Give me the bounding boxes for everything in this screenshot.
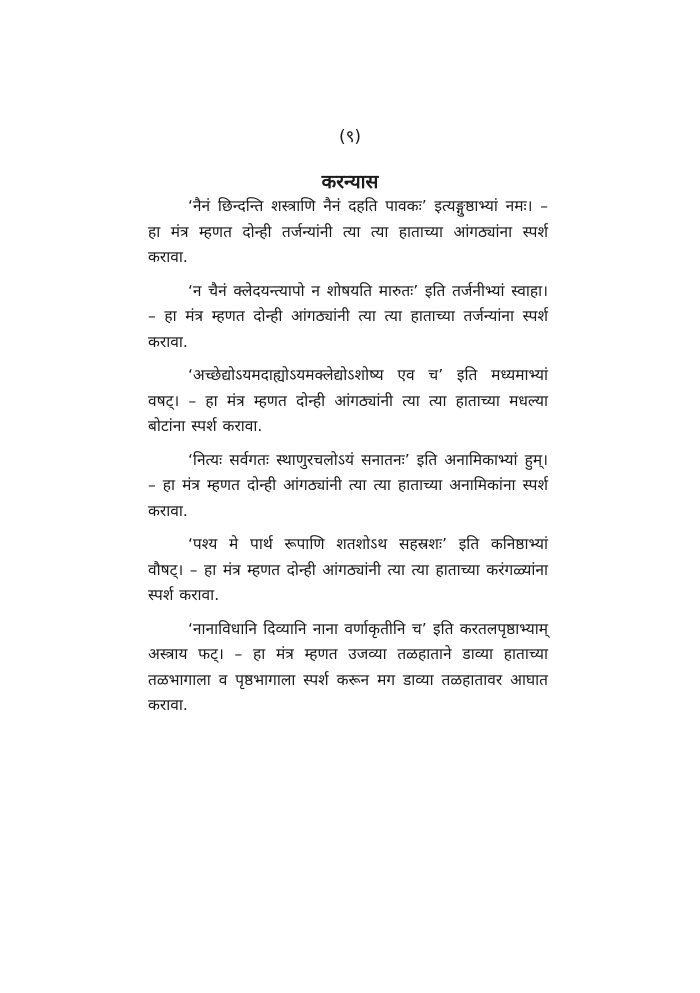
paragraph-kanishtha: ‘पश्य मे पार्थ रूपाणि शतशोऽथ सहस्रशः’ इति कनिष्ठाभ्यां वौषट्। – हा मंत्र म्हणत दोन्ही आंगठ्यांनी त्या त्या हाताच्या करंगळ्यांना स्पर्श करावा.	[148, 535, 548, 604]
paragraph-angushtha: ‘नैनं छिन्दन्ति शस्त्राणि नैनं दहति पावकः’ इत्यङ्गुष्ठाभ्यां नमः। – हा मंत्र म्हणत दोन्ही तर्जन्यांनी त्या त्या हाताच्या आंगठ्यांना स्पर्श करावा.	[148, 197, 548, 266]
section-heading: करन्यास	[321, 171, 379, 193]
paragraph-tarjani: ‘न चैनं क्लेदयन्त्यापो न शोषयति मारुतः’ इति तर्जनीभ्यां स्वाहा। – हा मंत्र म्हणत दोन्ही आंगठ्यांनी त्या त्या हाताच्या तर्जन्यांना स्पर्श करावा.	[148, 281, 548, 351]
paragraph-karatala: ‘नानाविधानि दिव्यानि नाना वर्णाकृतीनि च’ इति करतलपृष्ठाभ्याम् अस्त्राय फट्। – हा मंत्र म्हणत उजव्या तळहाताने डाव्या हाताच्या तळभागाला व पृष्ठभागाला स्पर्श करून मग डाव्या तळहातावर आघात करावा.	[148, 619, 548, 714]
paragraph-madhyama: ‘अच्छेद्योऽयमदाह्योऽयमक्लेद्योऽशोष्य एव च’ इति मध्यमाभ्यां वषट्। – हा मंत्र म्हणत दोन्ही आंगठ्यांनी त्या त्या हाताच्या मधल्या बोटांना स्पर्श करावा.	[148, 366, 548, 435]
body-text	[148, 194, 548, 727]
paragraph-anamika: ‘नित्यः सर्वगतः स्थाणुरचलोऽयं सनातनः’ इति अनामिकाभ्यां हुम्। – हा मंत्र म्हणत दोन्ही आंगठ्यांनी त्या त्या हाताच्या अनामिकांना स्पर्श करावा.	[148, 450, 548, 520]
page-number: (९)	[338, 127, 362, 147]
